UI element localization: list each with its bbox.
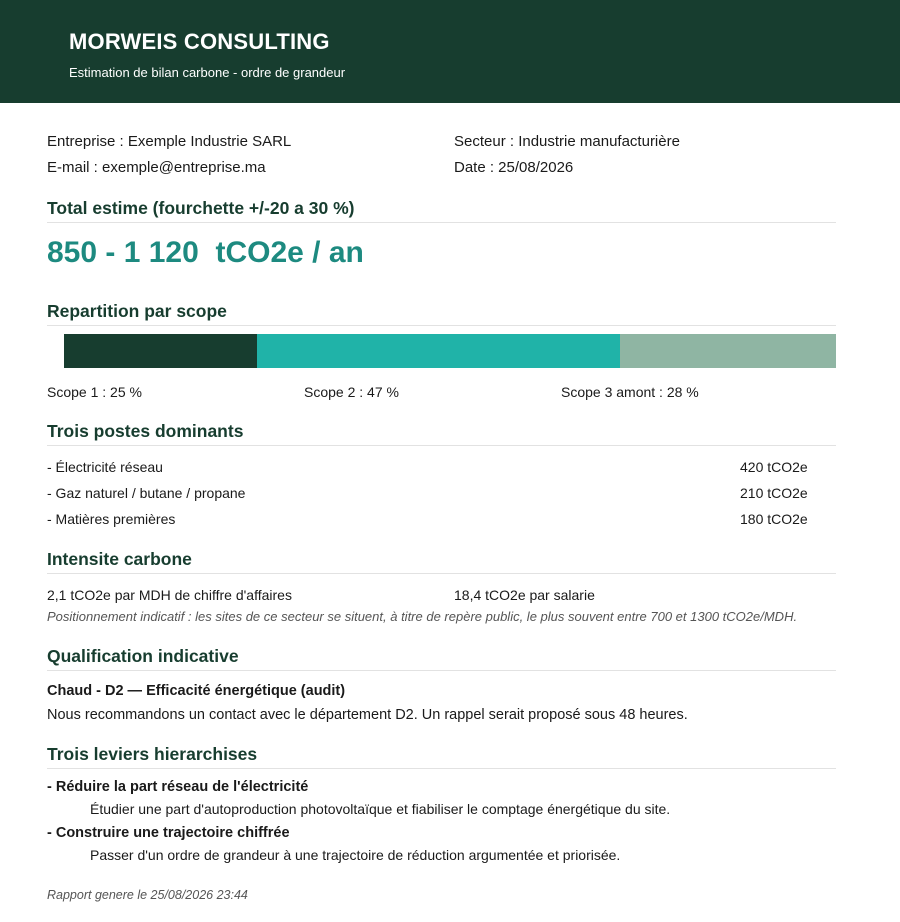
- qualification-text: Nous recommandons un contact avec le département D2. Un rappel serait proposé sous 48 heures.: [47, 707, 688, 723]
- total-value: 850 - 1 120 tCO2e / an: [47, 236, 364, 269]
- poste-value: 180 tCO2e: [740, 511, 808, 527]
- levers-heading: Trois leviers hierarchises: [47, 744, 258, 764]
- generated-timestamp: Rapport genere le 25/08/2026 23:44: [47, 888, 248, 902]
- intensity-revenue: 2,1 tCO2e par MDH de chiffre d'affaires: [47, 587, 292, 603]
- scope-bar: [64, 334, 836, 368]
- poste-label: - Gaz naturel / butane / propane: [47, 485, 246, 501]
- email-field: E-mail : exemple@entreprise.ma: [47, 159, 266, 176]
- qualification-title: Chaud - D2 — Efficacité énergétique (audit): [47, 683, 346, 699]
- total-heading: Total estime (fourchette +/-20 a 30 %): [47, 198, 355, 218]
- lever-description: Passer d'un ordre de grandeur à une trajectoire de réduction argumentée et priorisée.: [90, 847, 621, 863]
- scope-3-segment: [620, 334, 836, 368]
- poste-value: 210 tCO2e: [740, 485, 808, 501]
- lever-description: Étudier une part d'autoproduction photovoltaïque et fiabiliser le comptage énergétique du site.: [90, 801, 671, 817]
- intensity-employee: 18,4 tCO2e par salarie: [454, 587, 595, 603]
- postes-heading: Trois postes dominants: [47, 421, 244, 441]
- divider: [47, 445, 836, 446]
- scope-1-segment: [64, 334, 257, 368]
- divider: [47, 670, 836, 671]
- scope-1-label: Scope 1 : 25 %: [47, 384, 142, 400]
- poste-value: 420 tCO2e: [740, 459, 808, 475]
- report-tagline: Estimation de bilan carbone - ordre de grandeur: [69, 65, 346, 80]
- company-field: Entreprise : Exemple Industrie SARL: [47, 133, 292, 150]
- scope-2-segment: [257, 334, 620, 368]
- qualification-heading: Qualification indicative: [47, 646, 239, 666]
- poste-label: - Matières premières: [47, 511, 176, 527]
- divider: [47, 573, 836, 574]
- positioning-note: Positionnement indicatif : les sites de ce secteur se situent, à titre de repère public, le plus souvent entre 700 et 1300 tCO2e/MDH.: [47, 609, 798, 624]
- report-header: [0, 0, 900, 103]
- intensity-heading: Intensite carbone: [47, 549, 192, 569]
- date-field: Date : 25/08/2026: [454, 159, 574, 176]
- lever-title: - Construire une trajectoire chiffrée: [47, 825, 290, 841]
- poste-label: - Électricité réseau: [47, 459, 163, 475]
- scope-3-label: Scope 3 amont : 28 %: [561, 384, 699, 400]
- divider: [47, 222, 836, 223]
- divider: [47, 768, 836, 769]
- scope-heading: Repartition par scope: [47, 301, 227, 321]
- sector-field: Secteur : Industrie manufacturière: [454, 133, 680, 150]
- divider: [47, 325, 836, 326]
- lever-title: - Réduire la part réseau de l'électricité: [47, 779, 309, 795]
- scope-2-label: Scope 2 : 47 %: [304, 384, 399, 400]
- brand-name: MORWEIS CONSULTING: [69, 29, 330, 54]
